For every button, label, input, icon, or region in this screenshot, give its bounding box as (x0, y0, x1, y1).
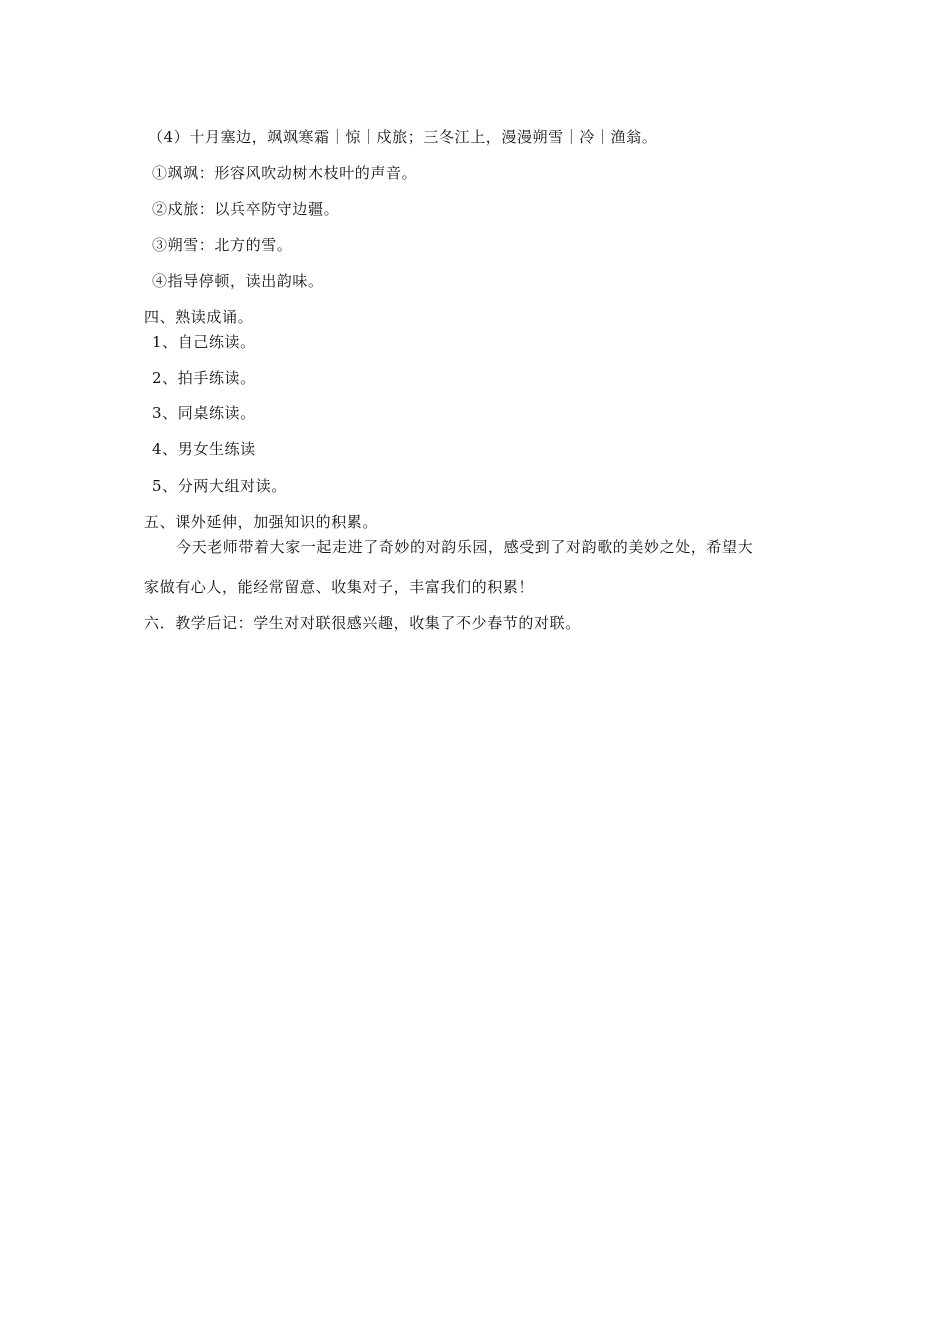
practice-item-1: 1、自己练读。 (152, 333, 256, 351)
teaching-reflection: 六．教学后记：学生对对联很感兴趣，收集了不少春节的对联。 (144, 614, 581, 632)
practice-item-4: 4、男女生练读 (152, 440, 256, 458)
section-four-heading: 四、熟读成诵。 (144, 308, 254, 326)
practice-item-2: 2、拍手练读。 (152, 369, 256, 387)
note-4: ④指导停顿，读出韵味。 (152, 272, 324, 290)
note-1: ①飒飒：形容风吹动树木枝叶的声音。 (152, 164, 418, 182)
section-five-paragraph-line-1: 今天老师带着大家一起走进了奇妙的对韵乐园，感受到了对韵歌的美妙之处，希望大 (176, 538, 754, 556)
section-five-paragraph-line-2: 家做有心人，能经常留意、收集对子，丰富我们的积累！ (144, 578, 535, 596)
section-five-heading: 五、课外延伸，加强知识的积累。 (144, 513, 379, 531)
note-3: ③朔雪：北方的雪。 (152, 236, 293, 254)
practice-item-5: 5、分两大组对读。 (152, 477, 287, 495)
note-2: ②戍旅：以兵卒防守边疆。 (152, 200, 340, 218)
practice-item-3: 3、同桌练读。 (152, 404, 256, 422)
couplet-item-4: （4）十月塞边，飒飒寒霜｜惊｜戍旅；三冬江上，漫漫朔雪｜冷｜渔翁。 (148, 128, 658, 146)
